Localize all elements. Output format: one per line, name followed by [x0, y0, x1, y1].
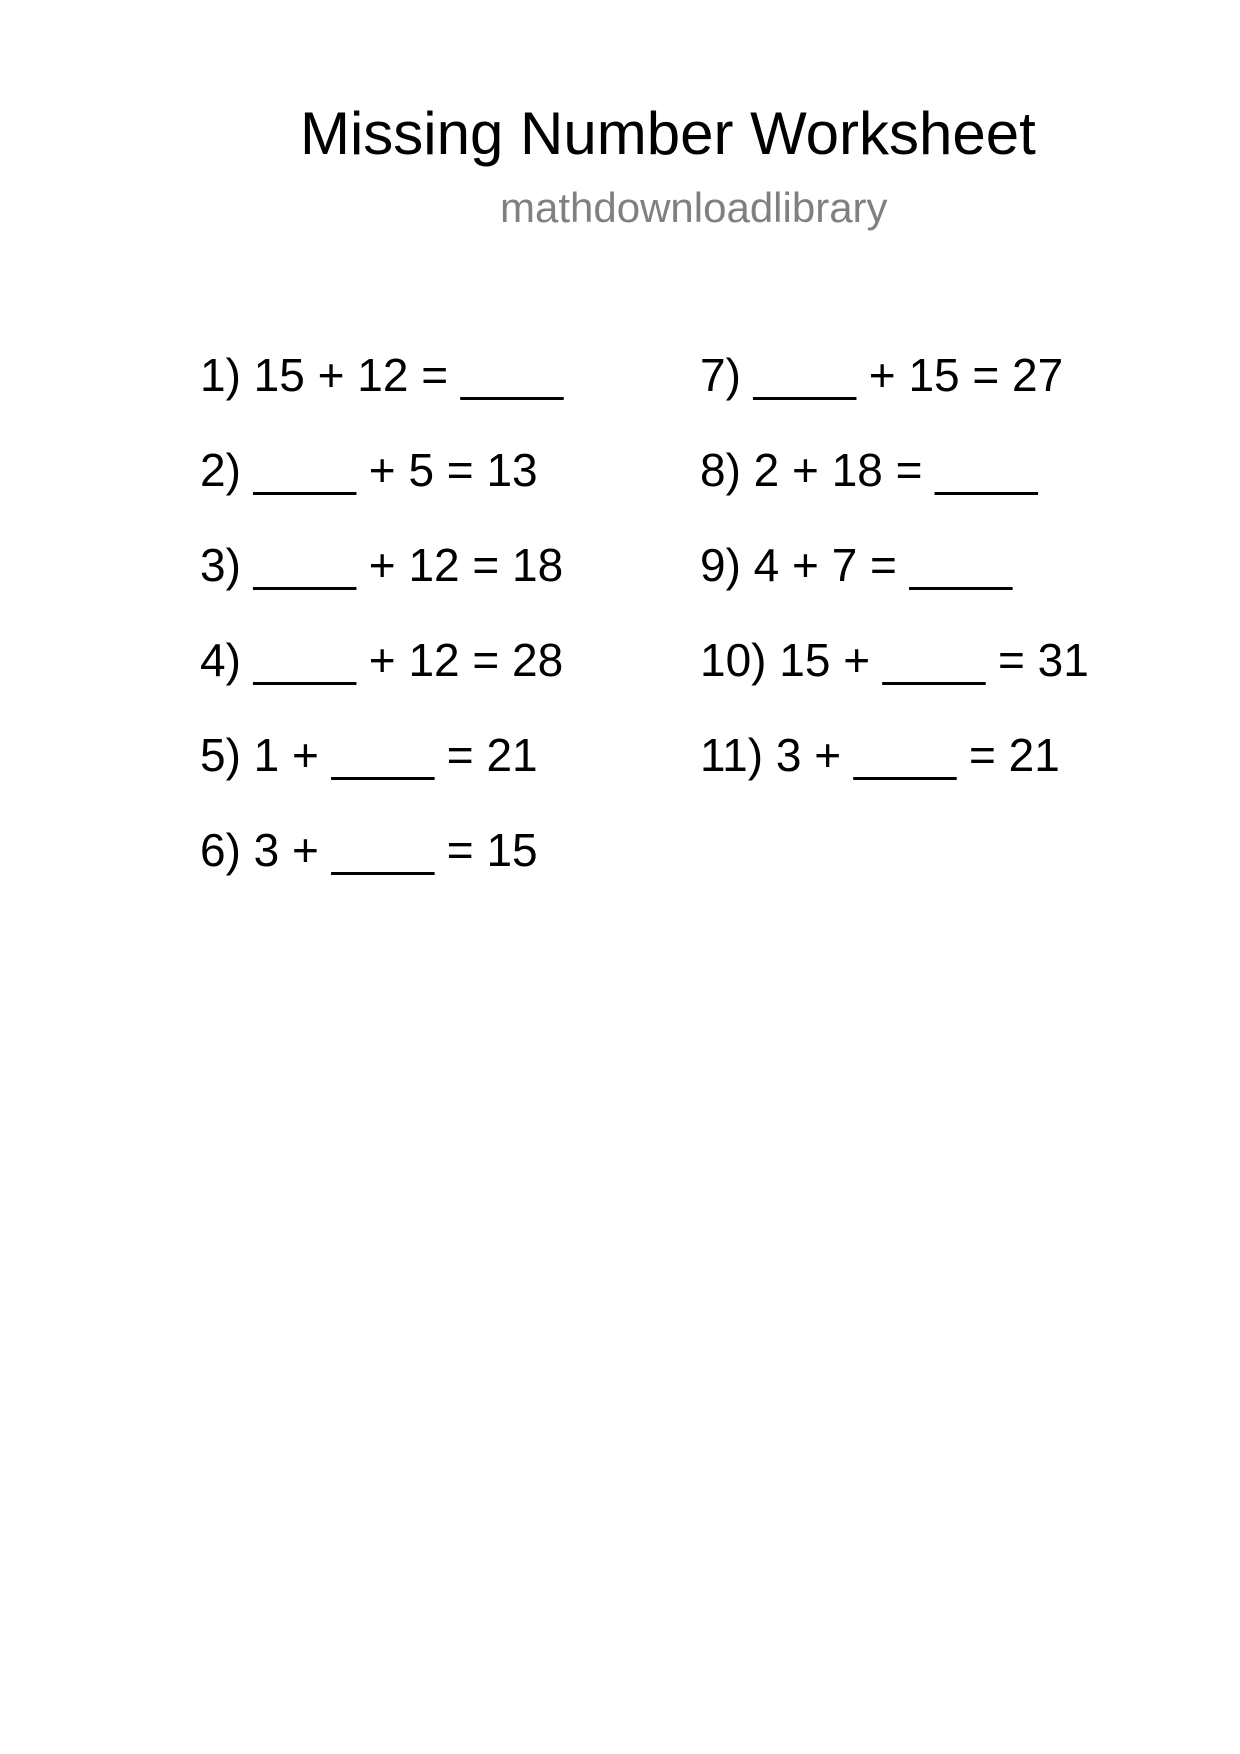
problem-10: 10) 15 + ____ = 31	[700, 634, 1089, 686]
problem-6: 6) 3 + ____ = 15	[200, 824, 538, 876]
problem-7: 7) ____ + 15 = 27	[700, 349, 1064, 401]
problem-1: 1) 15 + 12 = ____	[200, 349, 564, 401]
worksheet-title: Missing Number Worksheet	[300, 100, 1036, 167]
source-label: mathdownloadlibrary	[500, 184, 888, 231]
problem-3: 3) ____ + 12 = 18	[200, 539, 564, 591]
problem-8: 8) 2 + 18 = ____	[700, 444, 1038, 496]
problem-2: 2) ____ + 5 = 13	[200, 444, 538, 496]
problem-11: 11) 3 + ____ = 21	[700, 729, 1060, 781]
problem-9: 9) 4 + 7 = ____	[700, 539, 1013, 591]
problem-5: 5) 1 + ____ = 21	[200, 729, 538, 781]
problem-4: 4) ____ + 12 = 28	[200, 634, 564, 686]
